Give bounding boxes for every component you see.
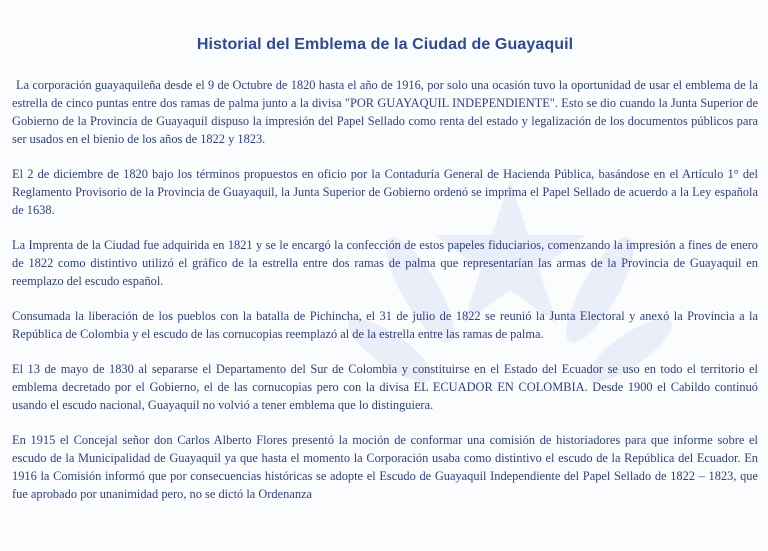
paragraph-6: En 1915 el Concejal señor don Carlos Alberto Flores presentó la moción de conformar una comisión de historiadores para que informe sobre el escudo de la Municipalidad de Guayaquil ya que hasta el momento la Corporación usaba como distintivo el escudo de la República del Ecuador. En 1916 la Comisión informó que por consecuencias históricas se adopte el Escudo de Guayaquil Independiente del Papel Sellado de 1822 – 1823, que fue aprobado por unanimidad pero, no se dictó la Ordenanza (12, 433, 758, 501)
document-title: Historial del Emblema de la Ciudad de Guayaquil (196, 36, 574, 53)
paragraph-3: La Imprenta de la Ciudad fue adquirida en 1821 y se le encargó la confección de estos papeles fiduciarios, comenzando la impresión a fines de enero de 1822 como distintivo utilizó el gráfico de la estrella entre dos ramas de palma que representarían las armas de la Provincia de Guayaquil en reemplazo del escudo español. (12, 238, 758, 288)
paragraph-2: El 2 de diciembre de 1820 bajo los términos propuestos en oficio por la Contaduría General de Hacienda Pública, basándose en el Artículo 1° del Reglamento Provisorio de la Provincia de Guayaquil, la Junta Superior de Gobierno ordenó se imprima el Papel Sellado de acuerdo a la Ley española de 1638. (12, 167, 758, 217)
paragraph-5: El 13 de mayo de 1830 al separarse el Departamento del Sur de Colombia y constituirse en el Estado del Ecuador se uso en todo el territorio el emblema decretado por el Gobierno, el de las cornucopias pero con la divisa EL ECUADOR EN COLOMBIA. Desde 1900 el Cabildo continuó usando el escudo nacional, Guayaquil no volvió a tener emblema que lo distinguiera. (12, 362, 758, 412)
paragraph-4: Consumada la liberación de los pueblos con la batalla de Pichincha, el 31 de julio de 1822 se reunió la Junta Electoral y anexó la Provincia a la República de Colombia y el escudo de las cornucopias reemplazó al de la estrella entre las ramas de palma. (12, 309, 758, 341)
paragraph-1: La corporación guayaquileña desde el 9 de Octubre de 1820 hasta el año de 1916, por solo una ocasión tuvo la oportunidad de usar el emblema de la estrella de cinco puntas entre dos ramas de palma junto a la divisa "POR GUAYAQUIL INDEPENDIENTE". Esto se dio cuando la Junta Superior de Gobierno de la Provincia de Guayaquil dispuso la impresión del Papel Sellado como renta del estado y legalización de los documentos públicos para ser usados en el bienio de los años de 1822 y 1823. (12, 78, 758, 146)
